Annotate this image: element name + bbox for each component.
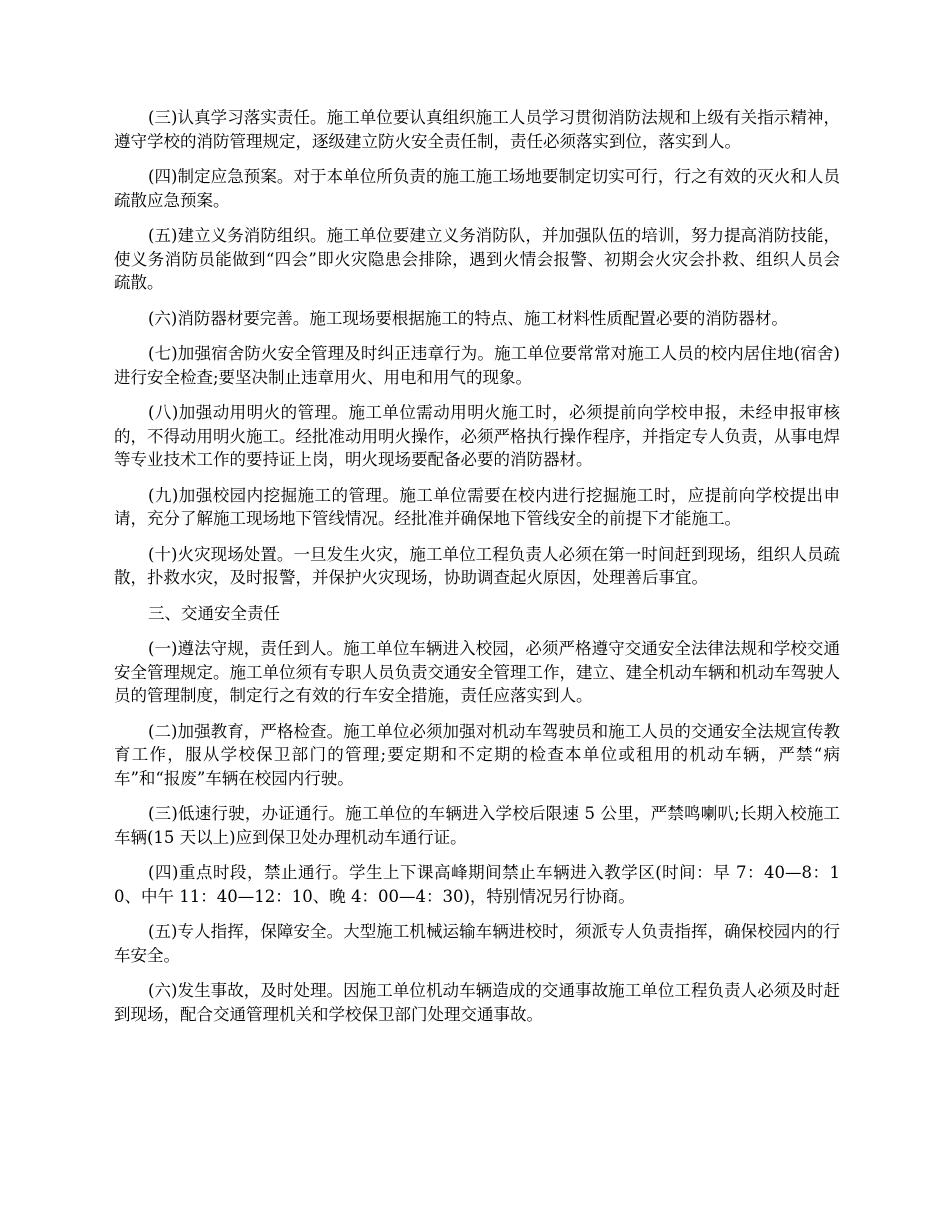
paragraph-fire-5: (五)建立义务消防组织。施工单位要建立义务消防队，并加强队伍的培训，努力提高消防技能，使义务消防员能做到“四会”即火灾隐患会排除，遇到火情会报警、初期会火灾会扑救、组织人员会疏散。 xyxy=(114,226,840,292)
paragraph-traffic-4: (四)重点时段，禁止通行。学生上下课高峰期间禁止车辆进入教学区(时间：早 7：40—8：10、中午 11：40—12：10、晚 4：00—4：30)，特别情况另行协商。 xyxy=(114,863,840,906)
paragraph-traffic-3: (三)低速行驶，办证通行。施工单位的车辆进入学校后限速 5 公里，严禁鸣喇叭;长期入校施工车辆(15 天以上)应到保卫处办理机动车通行证。 xyxy=(114,804,840,847)
paragraph-fire-6: (六)消防器材要完善。施工现场要根据施工的特点、施工材料性质配置必要的消防器材。 xyxy=(148,308,788,328)
section-heading-traffic: 三、交通安全责任 xyxy=(148,603,280,623)
paragraph-traffic-6: (六)发生事故，及时处理。因施工单位机动车辆造成的交通事故施工单位工程负责人必须及时赶到现场，配合交通管理机关和学校保卫部门处理交通事故。 xyxy=(114,981,840,1024)
paragraph-fire-4: (四)制定应急预案。对于本单位所负责的施工施工场地要制定切实可行，行之有效的灭火和人员疏散应急预案。 xyxy=(114,167,840,210)
paragraph-traffic-2: (二)加强教育，严格检查。施工单位必须加强对机动车驾驶员和施工人员的交通安全法规宣传教育工作，服从学校保卫部门的管理;要定期和不定期的检查本单位或租用的机动车辆，严禁“病车”和“报废”车辆在校园内行驶。 xyxy=(114,721,840,788)
paragraph-fire-9: (九)加强校园内挖掘施工的管理。施工单位需要在校内进行挖掘施工时，应提前向学校提出申请，充分了解施工现场地下管线情况。经批准并确保地下管线安全的前提下才能施工。 xyxy=(114,485,840,528)
paragraph-traffic-1: (一)遵法守规，责任到人。施工单位车辆进入校园，必须严格遵守交通安全法律法规和学校交通安全管理规定。施工单位须有专职人员负责交通安全管理工作，建立、建全机动车辆和机动车驾驶人员的管理制度，制定行之有效的行车安全措施，责任应落实到人。 xyxy=(114,639,840,705)
paragraph-traffic-5: (五)专人指挥，保障安全。大型施工机械运输车辆进校时，须派专人负责指挥，确保校园内的行车安全。 xyxy=(114,922,840,965)
paragraph-fire-10: (十)火灾现场处置。一旦发生火灾，施工单位工程负责人必须在第一时间赶到现场，组织人员疏散，扑救水灾，及时报警，并保护火灾现场，协助调查起火原因，处理善后事宜。 xyxy=(114,544,840,587)
paragraph-fire-8: (八)加强动用明火的管理。施工单位需动用明火施工时，必须提前向学校申报，未经申报审核的，不得动用明火施工。经批准动用明火操作，必须严格执行操作程序，并指定专人负责，从事电焊等专业技术工作的要持证上岗，明火现场要配备必要的消防器材。 xyxy=(114,403,840,469)
paragraph-fire-3: (三)认真学习落实责任。施工单位要认真组织施工人员学习贯彻消防法规和上级有关指示精神，遵守学校的消防管理规定，逐级建立防火安全责任制，责任必须落实到位，落实到人。 xyxy=(114,108,840,151)
document-body xyxy=(114,106,840,1038)
paragraph-fire-7: (七)加强宿舍防火安全管理及时纠正违章行为。施工单位要常常对施工人员的校内居住地(宿舍)进行安全检查;要坚决制止违章用火、用电和用气的现象。 xyxy=(114,344,840,387)
